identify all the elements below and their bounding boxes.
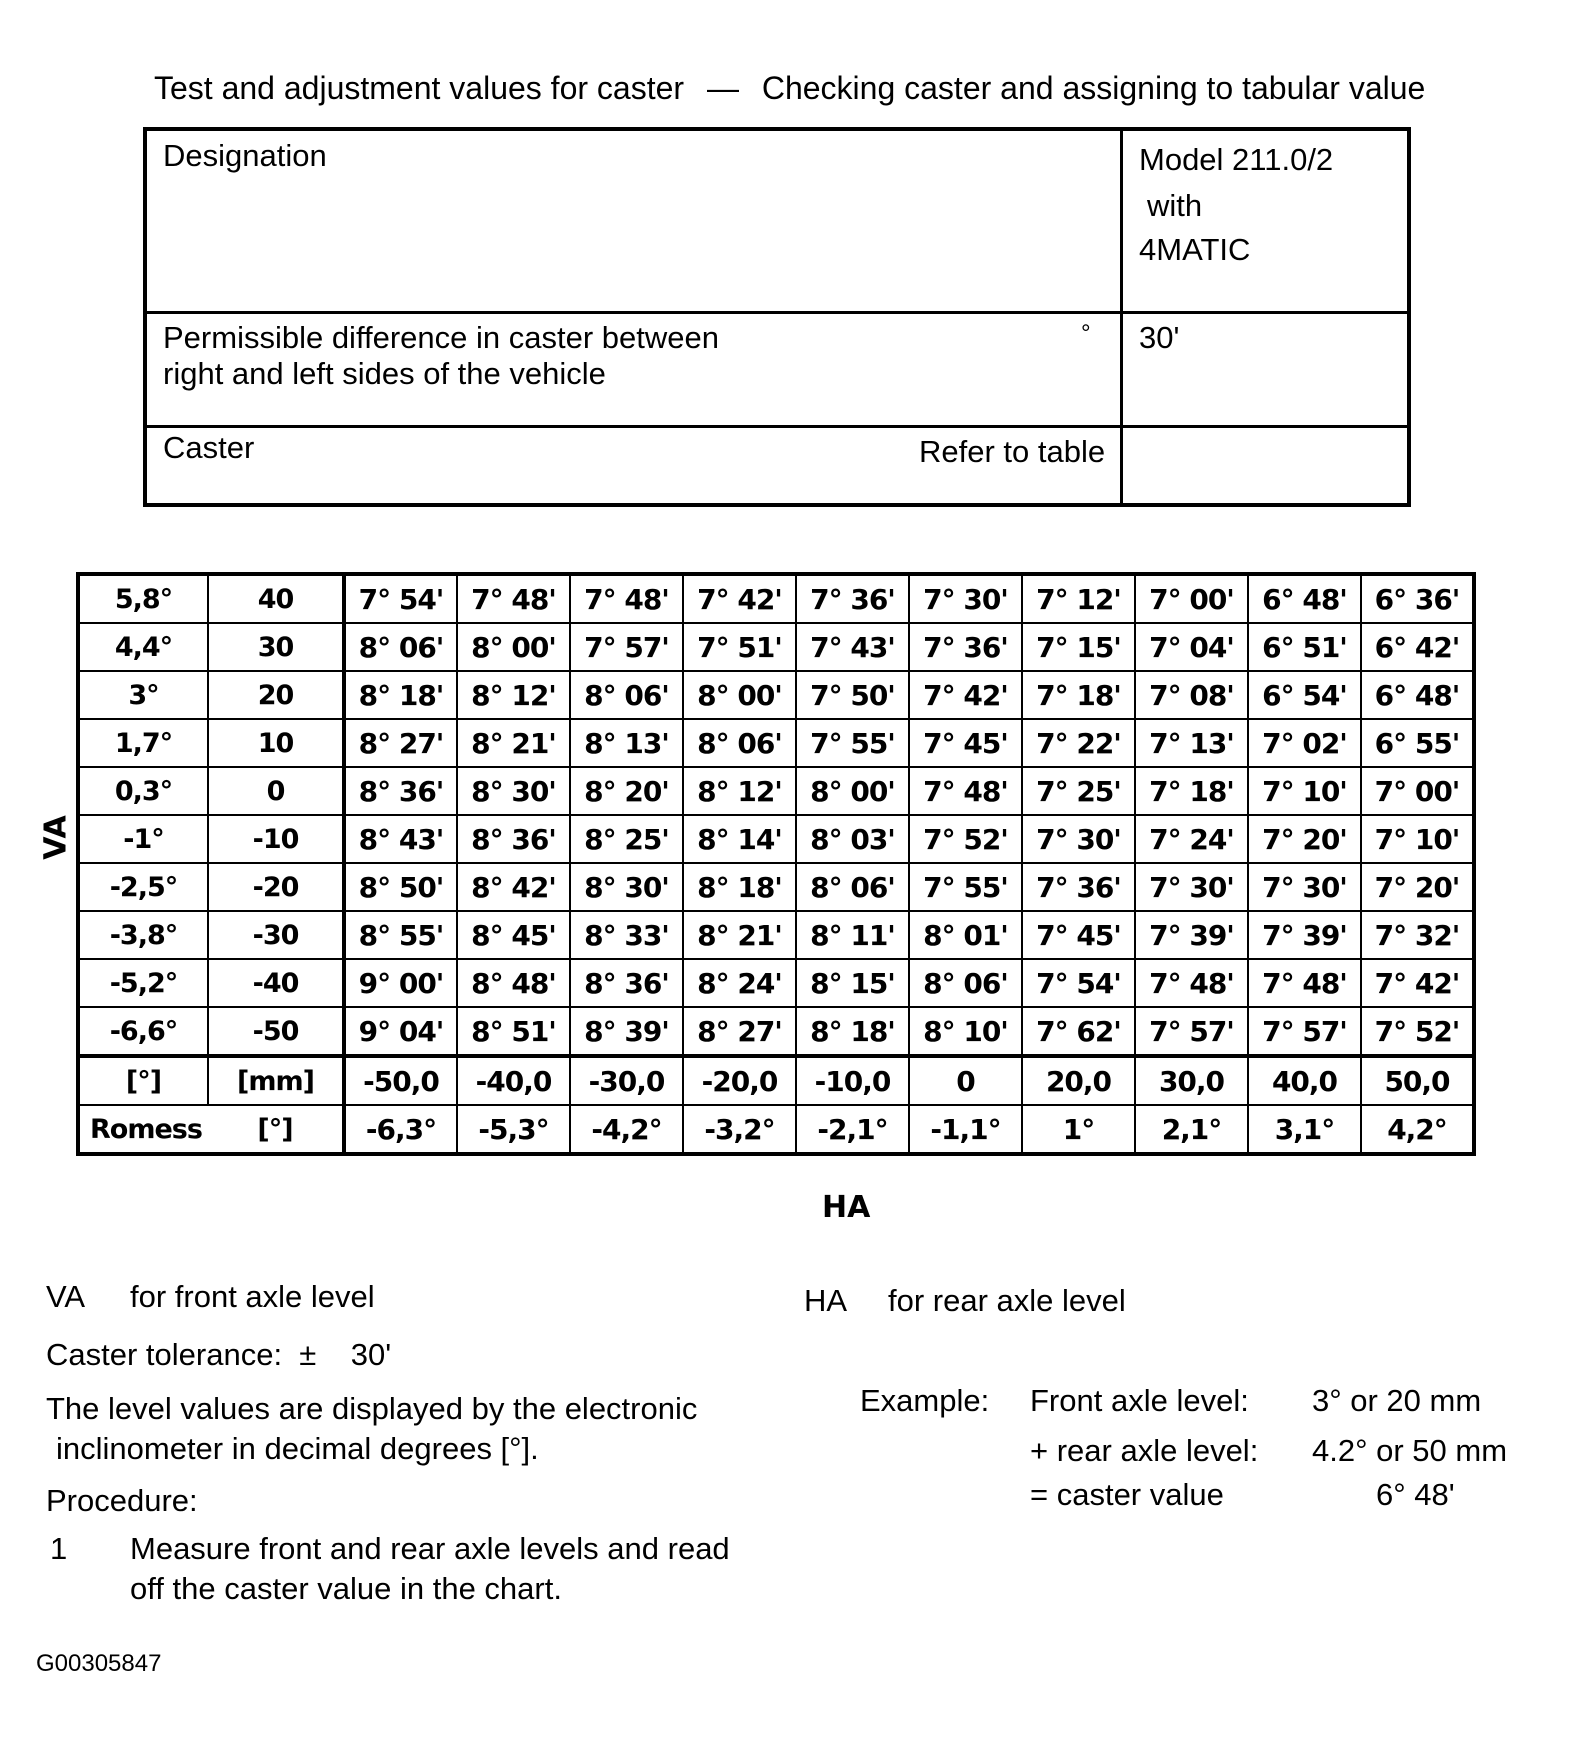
caster-value-cell: 7° 54' bbox=[1022, 959, 1135, 1007]
rear-level-mm: 30,0 bbox=[1135, 1056, 1248, 1105]
ha-axis-label: HA bbox=[822, 1190, 871, 1225]
model-line-1: Model 211.0/2 bbox=[1139, 142, 1334, 177]
model-line-2: with bbox=[1147, 188, 1203, 223]
permissible-line-2: right and left sides of the vehicle bbox=[163, 356, 606, 391]
caster-value-cell: 7° 45' bbox=[909, 719, 1022, 767]
example-rear-label: + rear axle level: bbox=[1030, 1433, 1259, 1468]
caster-value-cell: 8° 50' bbox=[344, 863, 457, 911]
caster-value-cell: 7° 10' bbox=[1361, 815, 1474, 863]
front-level-mm: -50 bbox=[208, 1007, 344, 1056]
front-level-mm: 0 bbox=[208, 767, 344, 815]
page-heading bbox=[154, 70, 1425, 107]
chart-row bbox=[78, 623, 1474, 671]
caster-value-cell: 8° 00' bbox=[796, 767, 909, 815]
caster-value-cell: 8° 18' bbox=[683, 863, 796, 911]
rear-level-mm: -20,0 bbox=[683, 1056, 796, 1105]
front-level-mm: 20 bbox=[208, 671, 344, 719]
step-number: 1 bbox=[50, 1531, 68, 1566]
spec-divider-1 bbox=[147, 311, 1407, 314]
rear-level-mm: -10,0 bbox=[796, 1056, 909, 1105]
caster-value-cell: 7° 57' bbox=[1248, 1007, 1361, 1056]
caster-value-cell: 7° 42' bbox=[909, 671, 1022, 719]
caster-value-cell: 7° 20' bbox=[1248, 815, 1361, 863]
caster-value-cell: 7° 48' bbox=[1248, 959, 1361, 1007]
caster-value-cell: 8° 21' bbox=[683, 911, 796, 959]
rear-level-mm: -30,0 bbox=[570, 1056, 683, 1105]
rear-level-degree: 3,1° bbox=[1248, 1105, 1361, 1154]
example-front-value: 3° or 20 mm bbox=[1312, 1383, 1482, 1418]
caster-value-cell: 8° 48' bbox=[457, 959, 570, 1007]
spec-divider-vertical bbox=[1120, 131, 1123, 503]
caster-ref: Refer to table bbox=[919, 434, 1106, 469]
caster-value-cell: 8° 20' bbox=[570, 767, 683, 815]
caster-value-cell: 7° 48' bbox=[909, 767, 1022, 815]
caster-value-cell: 8° 12' bbox=[683, 767, 796, 815]
caster-value-cell: 7° 24' bbox=[1135, 815, 1248, 863]
rear-level-mm: 20,0 bbox=[1022, 1056, 1135, 1105]
va-axis-label: VA bbox=[38, 815, 74, 860]
rear-level-degree: -5,3° bbox=[457, 1105, 570, 1154]
rear-level-degree: 4,2° bbox=[1361, 1105, 1474, 1154]
chart-row bbox=[78, 911, 1474, 959]
caster-value-cell: 8° 27' bbox=[683, 1007, 796, 1056]
example-rear-value: 4.2° or 50 mm bbox=[1312, 1433, 1508, 1468]
caster-value-cell: 7° 00' bbox=[1135, 574, 1248, 623]
caster-value-cell: 8° 11' bbox=[796, 911, 909, 959]
caster-value-cell: 8° 24' bbox=[683, 959, 796, 1007]
front-level-mm: -20 bbox=[208, 863, 344, 911]
caster-tolerance: Caster tolerance: ± 30' bbox=[46, 1337, 392, 1372]
caster-value-cell: 8° 12' bbox=[457, 671, 570, 719]
caster-value-cell: 7° 22' bbox=[1022, 719, 1135, 767]
front-level-degree: -2,5° bbox=[78, 863, 208, 911]
caster-value-cell: 7° 48' bbox=[570, 574, 683, 623]
caster-value-cell: 8° 03' bbox=[796, 815, 909, 863]
caster-value-cell: 7° 50' bbox=[796, 671, 909, 719]
caster-chart bbox=[76, 572, 1476, 1156]
unit-degree-header: [°] bbox=[78, 1056, 208, 1105]
caster-value-cell: 7° 30' bbox=[1135, 863, 1248, 911]
rear-level-mm: 50,0 bbox=[1361, 1056, 1474, 1105]
level-line-1: The level values are displayed by the electronic bbox=[46, 1391, 698, 1426]
caster-value-cell: 7° 62' bbox=[1022, 1007, 1135, 1056]
caster-value-cell: 8° 06' bbox=[909, 959, 1022, 1007]
rear-level-degree: -6,3° bbox=[344, 1105, 457, 1154]
caster-value-cell: 7° 55' bbox=[796, 719, 909, 767]
rear-level-mm: 0 bbox=[909, 1056, 1022, 1105]
caster-value-cell: 8° 15' bbox=[796, 959, 909, 1007]
caster-value-cell: 8° 10' bbox=[909, 1007, 1022, 1056]
caster-value-cell: 7° 02' bbox=[1248, 719, 1361, 767]
front-level-degree: 5,8° bbox=[78, 574, 208, 623]
caster-value-cell: 7° 48' bbox=[457, 574, 570, 623]
caster-value-cell: 7° 43' bbox=[796, 623, 909, 671]
caster-value-cell: 8° 30' bbox=[570, 863, 683, 911]
heading-left: Test and adjustment values for caster bbox=[154, 70, 685, 106]
caster-value-cell: 8° 13' bbox=[570, 719, 683, 767]
heading-right: Checking caster and assigning to tabular value bbox=[761, 70, 1426, 106]
front-level-mm: -10 bbox=[208, 815, 344, 863]
caster-value-cell: 8° 45' bbox=[457, 911, 570, 959]
caster-value-cell: 7° 12' bbox=[1022, 574, 1135, 623]
caster-value-cell: 7° 57' bbox=[1135, 1007, 1248, 1056]
rear-level-degree: 1° bbox=[1022, 1105, 1135, 1154]
caster-value-cell: 8° 33' bbox=[570, 911, 683, 959]
rear-level-mm: 40,0 bbox=[1248, 1056, 1361, 1105]
caster-value-cell: 8° 55' bbox=[344, 911, 457, 959]
caster-value-cell: 8° 30' bbox=[457, 767, 570, 815]
caster-value-cell: 8° 18' bbox=[344, 671, 457, 719]
caster-value-cell: 8° 00' bbox=[683, 671, 796, 719]
permissible-value: 30' bbox=[1139, 320, 1180, 355]
permissible-unit: ° bbox=[1081, 320, 1091, 347]
caster-value-cell: 7° 45' bbox=[1022, 911, 1135, 959]
chart-row bbox=[78, 574, 1474, 623]
front-level-degree: 3° bbox=[78, 671, 208, 719]
caster-value-cell: 7° 51' bbox=[683, 623, 796, 671]
caster-value-cell: 6° 48' bbox=[1248, 574, 1361, 623]
front-level-degree: -5,2° bbox=[78, 959, 208, 1007]
example-caster-value: 6° 48' bbox=[1376, 1477, 1455, 1512]
front-level-mm: 10 bbox=[208, 719, 344, 767]
caster-value-cell: 7° 13' bbox=[1135, 719, 1248, 767]
ha-abbr: HA bbox=[804, 1283, 848, 1318]
va-abbr: VA bbox=[46, 1279, 86, 1314]
caster-value-cell: 7° 00' bbox=[1361, 767, 1474, 815]
caster-value-cell: 8° 36' bbox=[344, 767, 457, 815]
caster-value-cell: 7° 18' bbox=[1022, 671, 1135, 719]
spec-table bbox=[143, 127, 1411, 507]
caster-value-cell: 8° 25' bbox=[570, 815, 683, 863]
caster-value-cell: 7° 39' bbox=[1135, 911, 1248, 959]
caster-value-cell: 8° 06' bbox=[796, 863, 909, 911]
caster-value-cell: 8° 18' bbox=[796, 1007, 909, 1056]
caster-value-cell: 8° 42' bbox=[457, 863, 570, 911]
caster-value-cell: 6° 54' bbox=[1248, 671, 1361, 719]
caster-value-cell: 7° 52' bbox=[1361, 1007, 1474, 1056]
ha-text: for rear axle level bbox=[888, 1283, 1126, 1318]
caster-value-cell: 8° 51' bbox=[457, 1007, 570, 1056]
caster-value-cell: 7° 18' bbox=[1135, 767, 1248, 815]
front-level-degree: 4,4° bbox=[78, 623, 208, 671]
caster-value-cell: 8° 06' bbox=[683, 719, 796, 767]
front-level-mm: 40 bbox=[208, 574, 344, 623]
level-line-2: inclinometer in decimal degrees [°]. bbox=[56, 1431, 539, 1466]
caster-value-cell: 8° 27' bbox=[344, 719, 457, 767]
caster-value-cell: 7° 57' bbox=[570, 623, 683, 671]
front-level-degree: 1,7° bbox=[78, 719, 208, 767]
example-caster-label: = caster value bbox=[1030, 1477, 1224, 1512]
caster-value-cell: 7° 32' bbox=[1361, 911, 1474, 959]
rear-level-degree: -1,1° bbox=[909, 1105, 1022, 1154]
caster-value-cell: 8° 36' bbox=[457, 815, 570, 863]
caster-value-cell: 7° 54' bbox=[344, 574, 457, 623]
caster-value-cell: 7° 55' bbox=[909, 863, 1022, 911]
caster-value-cell: 7° 36' bbox=[1022, 863, 1135, 911]
caster-value-cell: 7° 25' bbox=[1022, 767, 1135, 815]
caster-value-cell: 8° 14' bbox=[683, 815, 796, 863]
figure-id: G00305847 bbox=[36, 1650, 162, 1677]
unit-mm-header: [mm] bbox=[208, 1056, 344, 1105]
caster-value-cell: 7° 42' bbox=[683, 574, 796, 623]
caster-value-cell: 8° 43' bbox=[344, 815, 457, 863]
caster-value-cell: 7° 48' bbox=[1135, 959, 1248, 1007]
designation-label: Designation bbox=[163, 138, 327, 173]
rear-level-mm: -40,0 bbox=[457, 1056, 570, 1105]
example-front-label: Front axle level: bbox=[1030, 1383, 1249, 1418]
caster-value-cell: 7° 52' bbox=[909, 815, 1022, 863]
caster-value-cell: 8° 06' bbox=[344, 623, 457, 671]
heading-dash: — bbox=[706, 70, 739, 106]
rear-level-degree: -2,1° bbox=[796, 1105, 909, 1154]
caster-value-cell: 7° 15' bbox=[1022, 623, 1135, 671]
spec-divider-2 bbox=[147, 425, 1407, 428]
rear-level-degree: 2,1° bbox=[1135, 1105, 1248, 1154]
caster-value-cell: 7° 36' bbox=[909, 623, 1022, 671]
front-level-degree: -1° bbox=[78, 815, 208, 863]
caster-value-cell: 7° 10' bbox=[1248, 767, 1361, 815]
front-level-degree: -6,6° bbox=[78, 1007, 208, 1056]
step-line-2: off the caster value in the chart. bbox=[130, 1571, 562, 1606]
chart-row bbox=[78, 815, 1474, 863]
caster-value-cell: 8° 06' bbox=[570, 671, 683, 719]
caster-value-cell: 8° 39' bbox=[570, 1007, 683, 1056]
chart-row bbox=[78, 959, 1474, 1007]
chart-row bbox=[78, 767, 1474, 815]
front-level-mm: -40 bbox=[208, 959, 344, 1007]
romess-unit: [°] bbox=[208, 1105, 344, 1154]
caster-label: Caster bbox=[163, 430, 255, 465]
caster-value-cell: 9° 04' bbox=[344, 1007, 457, 1056]
caster-value-cell: 7° 39' bbox=[1248, 911, 1361, 959]
example-label: Example: bbox=[860, 1383, 990, 1418]
front-level-degree: -3,8° bbox=[78, 911, 208, 959]
chart-row bbox=[78, 719, 1474, 767]
caster-value-cell: 6° 42' bbox=[1361, 623, 1474, 671]
caster-value-cell: 6° 36' bbox=[1361, 574, 1474, 623]
caster-value-cell: 7° 04' bbox=[1135, 623, 1248, 671]
caster-value-cell: 8° 01' bbox=[909, 911, 1022, 959]
caster-value-cell: 7° 20' bbox=[1361, 863, 1474, 911]
rear-level-mm: -50,0 bbox=[344, 1056, 457, 1105]
caster-value-cell: 7° 30' bbox=[1248, 863, 1361, 911]
caster-value-cell: 8° 21' bbox=[457, 719, 570, 767]
rear-level-mm-row bbox=[78, 1056, 1474, 1105]
caster-value-cell: 6° 55' bbox=[1361, 719, 1474, 767]
caster-value-cell: 6° 51' bbox=[1248, 623, 1361, 671]
caster-value-cell: 7° 30' bbox=[1022, 815, 1135, 863]
permissible-line-1: Permissible difference in caster between bbox=[163, 320, 719, 355]
caster-value-cell: 7° 42' bbox=[1361, 959, 1474, 1007]
front-level-mm: 30 bbox=[208, 623, 344, 671]
caster-value-cell: 9° 00' bbox=[344, 959, 457, 1007]
procedure-label: Procedure: bbox=[46, 1483, 198, 1518]
romess-row bbox=[78, 1105, 1474, 1154]
chart-row bbox=[78, 1007, 1474, 1056]
caster-value-cell: 6° 48' bbox=[1361, 671, 1474, 719]
caster-value-cell: 7° 08' bbox=[1135, 671, 1248, 719]
caster-value-cell: 7° 36' bbox=[796, 574, 909, 623]
caster-value-cell: 7° 30' bbox=[909, 574, 1022, 623]
chart-row bbox=[78, 671, 1474, 719]
model-line-3: 4MATIC bbox=[1139, 232, 1251, 267]
front-level-mm: -30 bbox=[208, 911, 344, 959]
chart-row bbox=[78, 863, 1474, 911]
front-level-degree: 0,3° bbox=[78, 767, 208, 815]
step-line-1: Measure front and rear axle levels and read bbox=[130, 1531, 730, 1566]
romess-label: Romess bbox=[78, 1105, 208, 1154]
caster-value-cell: 8° 00' bbox=[457, 623, 570, 671]
va-text: for front axle level bbox=[130, 1279, 375, 1314]
rear-level-degree: -4,2° bbox=[570, 1105, 683, 1154]
rear-level-degree: -3,2° bbox=[683, 1105, 796, 1154]
caster-value-cell: 8° 36' bbox=[570, 959, 683, 1007]
